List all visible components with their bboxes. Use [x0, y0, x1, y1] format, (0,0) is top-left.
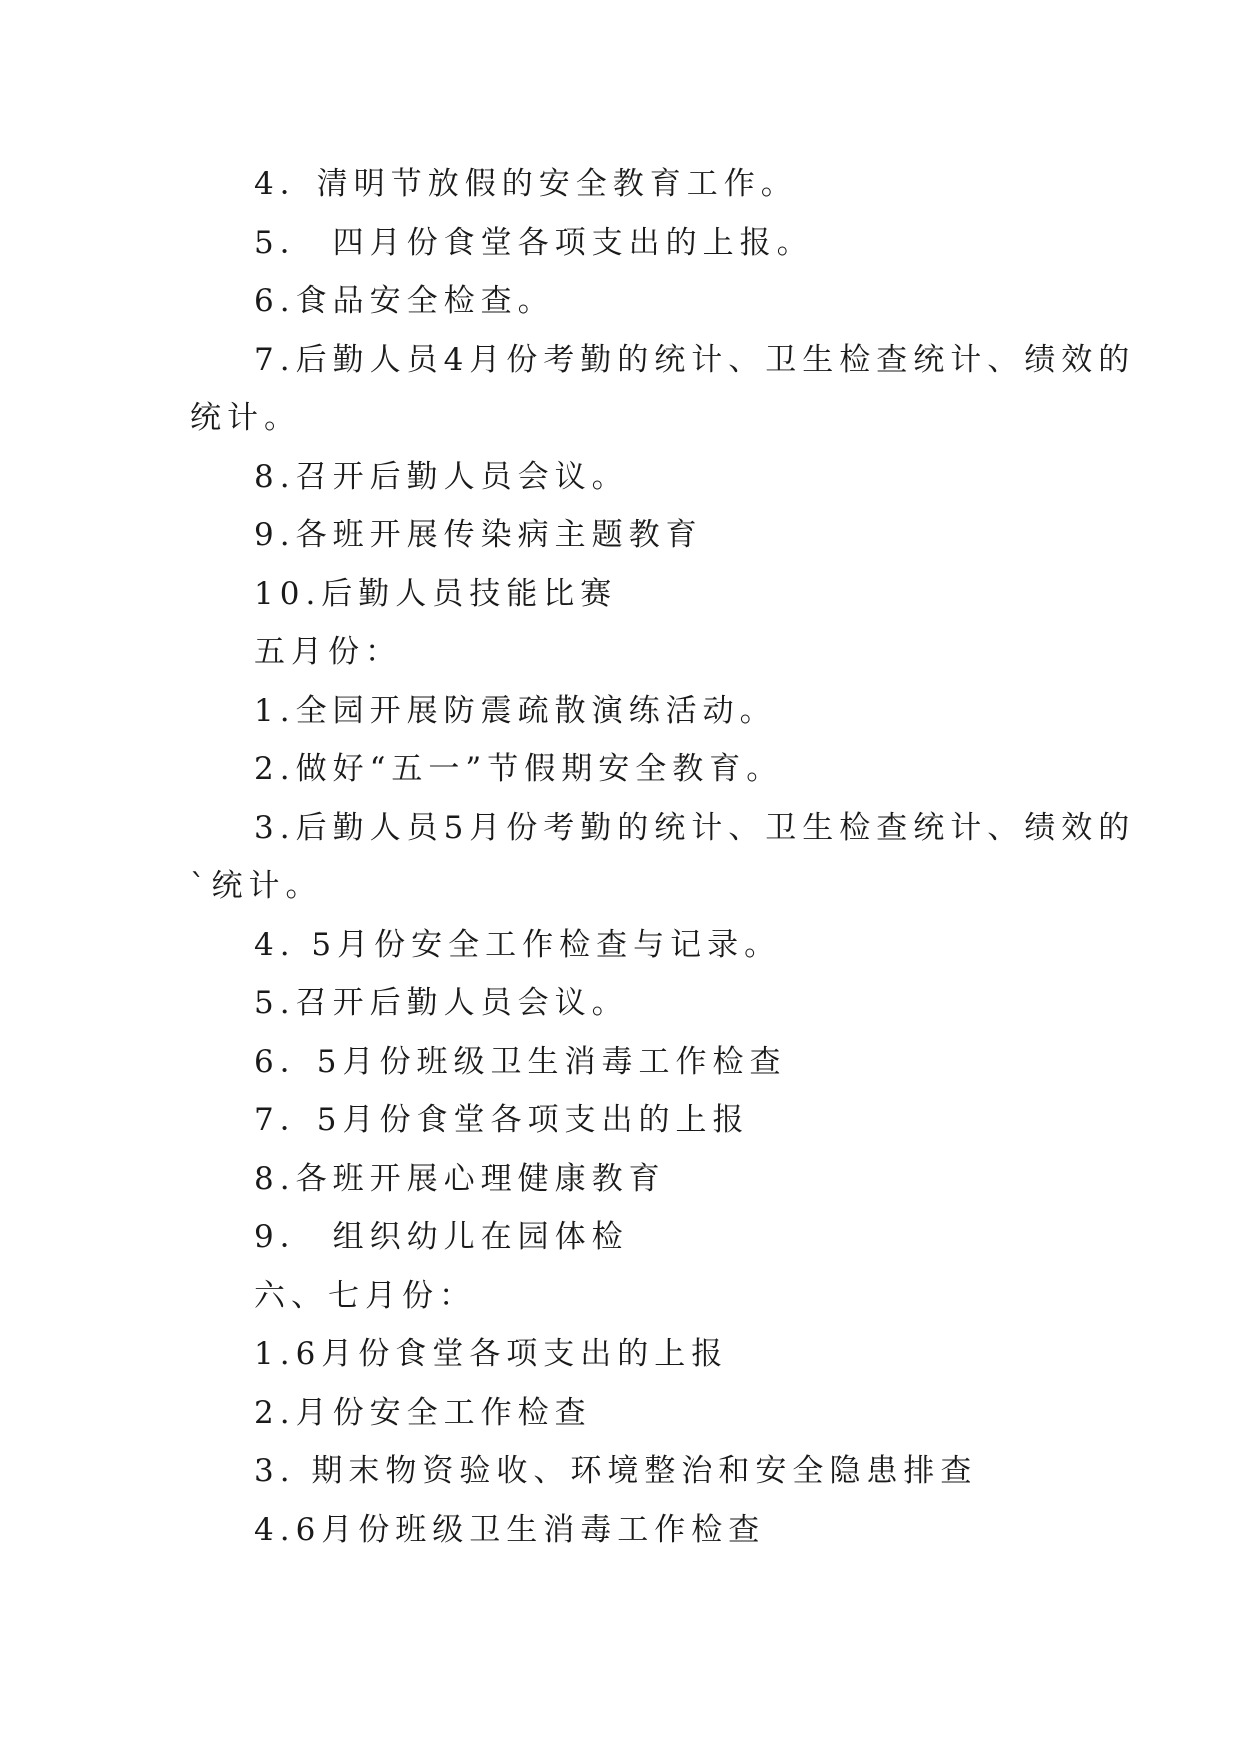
- paragraph-line: 7.后勤人员4月份考勤的统计、卫生检查统计、绩效的: [254, 341, 1136, 378]
- paragraph-line: 6.食品安全检查。: [254, 283, 555, 319]
- section-heading: 五月份：: [254, 634, 402, 670]
- paragraph-line: 5． 四月份食堂各项支出的上报。: [254, 224, 814, 261]
- paragraph-line: 9.各班开展传染病主题教育: [254, 517, 703, 553]
- paragraph-line: 7．5月份食堂各项支出的上报: [254, 1102, 750, 1138]
- paragraph-line: 1.6月份食堂各项支出的上报: [254, 1336, 729, 1372]
- paragraph-line: 9． 组织幼儿在园体检: [254, 1219, 629, 1255]
- document-body: [190, 155, 1136, 1559]
- paragraph-line: 5.召开后勤人员会议。: [254, 985, 629, 1021]
- paragraph-line: 2.月份安全工作检查: [254, 1394, 592, 1431]
- paragraph-line: 统计。: [190, 400, 301, 436]
- paragraph-line: 4．清明节放假的安全教育工作。: [254, 166, 798, 202]
- paragraph-line: 8.召开后勤人员会议。: [254, 458, 629, 495]
- paragraph-line: 4. 5月份安全工作检查与记录。: [254, 926, 782, 963]
- paragraph-line: 10.后勤人员技能比赛: [254, 575, 618, 612]
- paragraph-line: 3. 期末物资验收、环境整治和安全隐患排查: [254, 1453, 978, 1489]
- paragraph-line: 8.各班开展心理健康教育: [254, 1160, 666, 1197]
- paragraph-line: 3.后勤人员5月份考勤的统计、卫生检查统计、绩效的: [254, 809, 1136, 846]
- paragraph-line: 2.做好“五一”节假期安全教育。: [254, 751, 784, 787]
- paragraph-line: 1.全园开展防震疏散演练活动。: [254, 692, 777, 729]
- paragraph-line: 4.6月份班级卫生消毒工作检查: [254, 1511, 766, 1548]
- paragraph-line: `统计。: [190, 868, 323, 904]
- section-heading: 六、七月份：: [254, 1277, 476, 1314]
- paragraph-line: 6．5月份班级卫生消毒工作检查: [254, 1043, 787, 1080]
